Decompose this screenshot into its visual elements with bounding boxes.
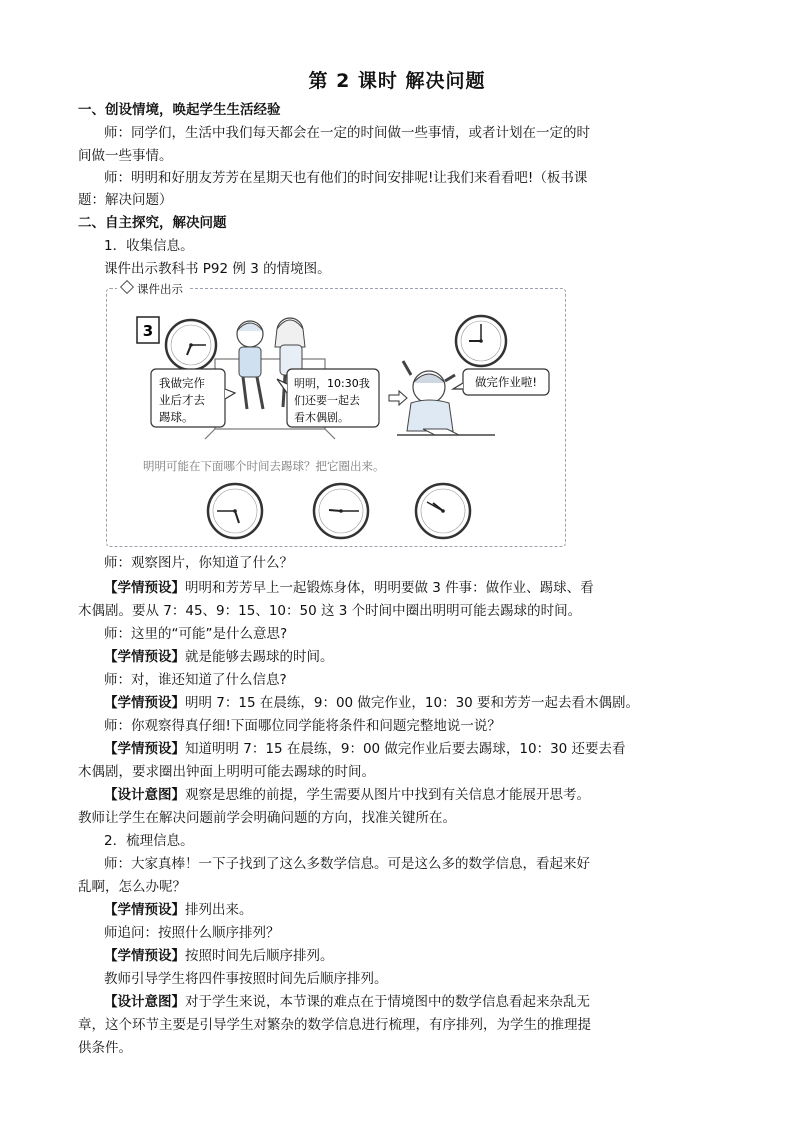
bubble-text-line: 业后才去 (159, 393, 205, 407)
bubble-text: 做完作业啦! (474, 375, 538, 389)
dialog-line: 教师引导学生将四件事按照时间先后顺序排列。 (104, 971, 388, 987)
bubble-text-line: 我做完作 (159, 376, 205, 390)
dialog-line: 【学情预设】明明和芳芳早上一起锻炼身体，明明要做 3 件事：做作业、踢球、看 (104, 580, 594, 596)
dialog-line: 【学情预设】按照时间先后顺序排列。 (104, 948, 334, 964)
clock-icon (208, 484, 262, 538)
paragraph: 题：解决问题） (78, 192, 173, 208)
dialog-line: 木偶剧，要求圈出钟面上明明可能去踢球的时间。 (78, 764, 375, 780)
dialog-line: 2．梳理信息。 (104, 833, 194, 849)
courseware-figure (106, 282, 566, 547)
speech-bubble-done (453, 369, 549, 395)
dialog-line: 师追问：按照什么顺序排列？ (104, 925, 280, 941)
example-number: 3 (142, 322, 154, 340)
section-1-heading: 一、创设情境，唤起学生生活经验 (78, 102, 281, 118)
dialog-line: 章，这个环节主要是引导学生对繁杂的数学信息进行梳理，有序排列，为学生的推理提 (78, 1017, 591, 1033)
clock-icon (456, 316, 506, 366)
step-heading: 1．收集信息。 (104, 238, 194, 254)
clock-icon (314, 484, 368, 538)
dialog-line: 教师让学生在解决问题前学会明确问题的方向，找准关键所在。 (78, 810, 456, 826)
dialog-line: 师：你观察得真仔细!下面哪位同学能将条件和问题完整地说一说？ (104, 718, 501, 734)
bubble-text-line: 看木偶剧。 (294, 411, 349, 424)
paragraph: 间做一些事情。 (78, 148, 173, 164)
dialog-line: 【学情预设】排列出来。 (104, 902, 253, 918)
figure-question: 明明可能在下面哪个时间去踢球？把它圈出来。 (143, 459, 385, 473)
dialog-line: 木偶剧。要从 7：45、9：15、10：50 这 3 个时间中圈出明明可能去踢球的时间。 (78, 603, 582, 619)
speech-bubble-fangfang (277, 369, 379, 427)
figure-illustration (107, 289, 565, 546)
dialog-line: 供条件。 (78, 1040, 132, 1056)
dialog-line: 师：观察图片，你知道了什么？ (104, 555, 293, 571)
dialog-line: 乱啊，怎么办呢？ (78, 879, 186, 895)
arrow-right-icon (389, 391, 407, 405)
dialog-line: 师：这里的“可能”是什么意思? (104, 626, 288, 642)
speech-bubble-mingming (151, 369, 235, 427)
bubble-text-line: 们还要一起去 (294, 394, 360, 407)
clock-icon (416, 484, 470, 538)
figure-tag: 课件出示 (117, 281, 188, 297)
dialog-line: 【学情预设】就是能够去踢球的时间。 (104, 649, 334, 665)
bubble-text-line: 明明，10:30我 (294, 377, 370, 390)
paragraph: 课件出示教科书 P92 例 3 的情境图。 (104, 261, 331, 277)
page-title: 第 2 课时 解决问题 (308, 70, 486, 92)
bubble-text-line: 踢球。 (159, 410, 194, 424)
dialog-line: 【设计意图】观察是思维的前提，学生需要从图片中找到有关信息才能展开思考。 (104, 787, 590, 803)
section-2-heading: 二、自主探究，解决问题 (78, 215, 227, 231)
dialog-line: 【学情预设】明明 7：15 在晨练，9：00 做完作业，10：30 要和芳芳一起去看木偶剧。 (104, 695, 640, 711)
dialog-line: 【学情预设】知道明明 7：15 在晨练，9：00 做完作业后要去踢球，10：30 还要去看 (104, 741, 626, 757)
dialog-line: 师：大家真棒！一下子找到了这么多数学信息。可是这么多的数学信息，看起来好 (104, 856, 590, 872)
dialog-line: 师：对，谁还知道了什么信息? (104, 672, 287, 688)
example-number-badge (137, 317, 159, 343)
clock-icon (166, 320, 216, 370)
dialog-line: 【设计意图】对于学生来说，本节课的难点在于情境图中的数学信息看起来杂乱无 (104, 994, 590, 1010)
paragraph: 师：同学们，生活中我们每天都会在一定的时间做一些事情，或者计划在一定的时 (104, 125, 590, 141)
paragraph: 师：明明和好朋友芳芳在星期天也有他们的时间安排呢!让我们来看看吧!（板书课 (104, 170, 588, 186)
